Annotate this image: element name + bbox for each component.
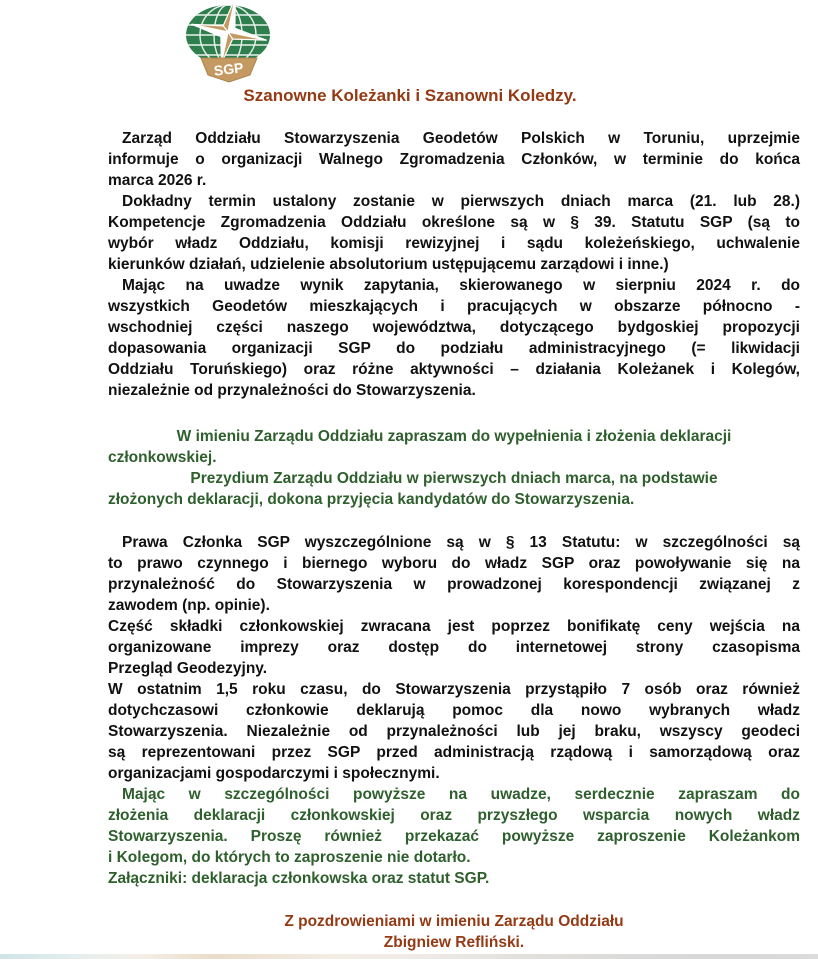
paragraph-fee-rebate [108,616,800,679]
paragraph-term [108,191,800,275]
text-line: złożenia deklaracji członkowskiej oraz przyszłego wsparcia nowych władz [108,807,800,824]
text-line: Załączniki: deklaracja członkowska oraz statut SGP. [108,870,490,887]
text-line: członkowskiej. [108,449,217,466]
paragraph-background [108,275,800,401]
text-line: organizowane imprezy oraz dostęp do internetowej strony czasopisma [108,639,800,656]
invitation-line-2 [108,468,800,510]
text-line: organizacjami gospodarczymi i społecznymi. [108,765,440,782]
text-line: są reprezentowani przez SGP przed administracją rządową i samorządową oraz [108,744,800,761]
closing-signature: Zbigniew Refliński. [383,934,525,951]
text-line: dopasowania organizacji SGP do podziału administracyjnego (= likwidacji [108,340,800,357]
globe-compass-icon [183,2,275,84]
text-line: złożonych deklaracji, dokona przyjęcia kandydatów do Stowarzyszenia. [108,491,635,508]
paragraph-member-rights [108,532,800,616]
paragraph-invitation-green [108,784,800,868]
invitation-block [108,426,800,510]
text-line: informuje o organizacji Walnego Zgromadzenia Członków, w terminie do końca [108,151,800,168]
letter-salutation: Szanowne Koleżanki i Szanowni Koledzy. [243,86,577,105]
text-line: W ostatnim 1,5 roku czasu, do Stowarzyszenia przystąpiło 7 osób oraz również [108,681,800,698]
text-line: Mając na uwadze wynik zapytania, skierowanego w sierpniu 2024 r. do [122,277,800,294]
text-line: Kompetencje Zgromadzenia Oddziału określone są w § 39. Statutu SGP (są to [108,214,800,231]
letter-body [108,128,800,953]
closing-salutation: Z pozdrowieniami w imieniu Zarządu Oddziału [284,913,624,930]
text-line: Mając w szczególności powyższe na uwadze, serdecznie zapraszam do [122,786,800,803]
text-line: Przegląd Geodezyjny. [108,660,268,677]
attachments-line [108,868,800,889]
text-line: przynależność do Stowarzyszenia w prowadzonej korespondencji związanej z [108,576,800,593]
text-line: Prawa Członka SGP wyszczególnione są w § 13 Statutu: w szczególności są [122,534,800,551]
text-line: Prezydium Zarządu Oddziału w pierwszych dniach marca, na podstawie [190,470,718,487]
paragraph-announcement [108,128,800,191]
text-line: wszystkich Geodetów mieszkających i pracujących w obszarze północno - [108,298,800,315]
text-line: dotychczasowi członkowie deklarują pomoc dla nowo wybranych władz [108,702,800,719]
text-line: wschodniej części naszego województwa, dotyczącego bydgoskiej propozycji [108,319,800,336]
text-line: W imieniu Zarządu Oddziału zapraszam do wypełnienia i złożenia deklaracji [176,428,732,445]
text-line: Zarząd Oddziału Stowarzyszenia Geodetów Polskich w Toruniu, uprzejmie [122,130,800,147]
sgp-logo [183,2,275,84]
text-line: to prawo czynnego i biernego wyboru do władz SGP oraz powoływanie się na [108,555,800,572]
invitation-line-1 [108,426,800,468]
logo-acronym: SGP [212,59,245,79]
text-line: zawodem (np. opinie). [108,597,270,614]
bottom-edge-strip [0,954,818,959]
text-line: Oddziału Toruńskiego) oraz różne aktywności – działania Koleżanek i Kolegów, [108,361,800,378]
text-line: i Kolegom, do których to zaproszenie nie dotarło. [108,849,471,866]
text-line: wybór władz Oddziału, komisji rewizyjnej i sądu koleżeńskiego, uchwalenie [108,235,800,252]
text-line: Dokładny termin ustalony zostanie w pierwszych dniach marca (21. lub 28.) [122,193,800,210]
text-line: marca 2026 r. [108,172,207,189]
text-line: niezależnie od przynależności do Stowarzyszenia. [108,382,476,399]
text-line: Stowarzyszenia. Proszę również przekazać powyższe zaproszenie Koleżankom [108,828,800,845]
paragraph-membership-stats [108,679,800,784]
text-line: kierunków działań, udzielenie absolutorium ustępującemu zarządowi i inne.) [108,256,669,273]
text-line: Część składki członkowskiej zwracana jest poprzez bonifikatę ceny wejścia na [108,618,800,635]
text-line: Stowarzyszenia. Niezależnie od przynależności lub jej braku, wszyscy geodeci [108,723,800,740]
closing-block [108,911,800,953]
